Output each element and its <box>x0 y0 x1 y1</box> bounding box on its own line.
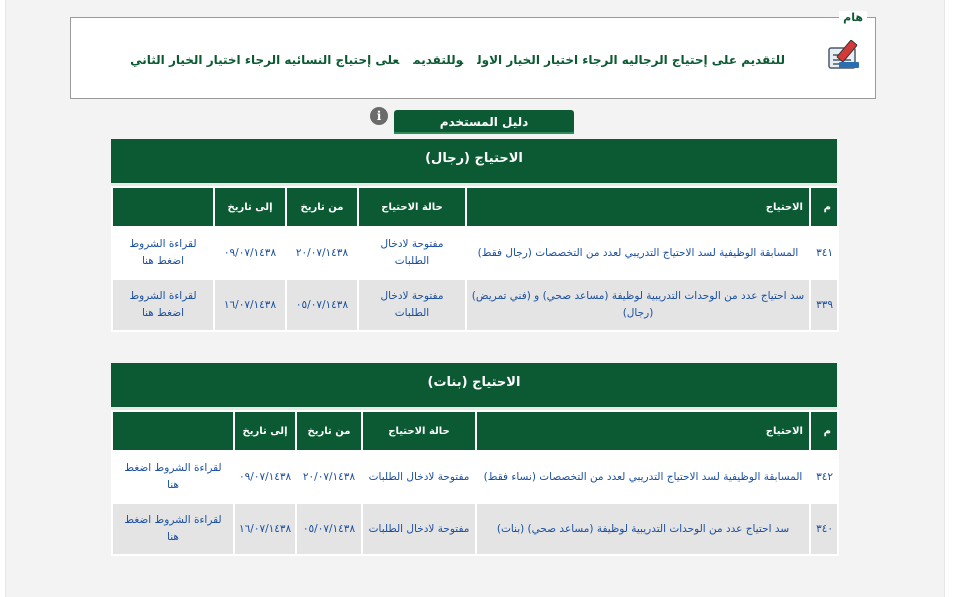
women-needs-table <box>111 410 839 556</box>
column-header-terms <box>112 187 214 227</box>
men-needs-table <box>111 186 839 332</box>
table-row <box>112 279 838 331</box>
notice-text <box>116 53 785 67</box>
table-row <box>112 227 838 279</box>
terms-link[interactable]: لقراءة الشروط اضغط هنا <box>112 503 234 555</box>
to-date: ١٦/٠٧/١٤٣٨ <box>214 279 286 331</box>
column-header-num: م <box>810 411 838 451</box>
to-date: ١٦/٠٧/١٤٣٨ <box>234 503 296 555</box>
from-date: ٠٥/٠٧/١٤٣٨ <box>296 503 362 555</box>
need-status: مفتوحة لادخال الطلبات <box>358 227 466 279</box>
notice-label: هام <box>839 11 867 24</box>
from-date: ٠٥/٠٧/١٤٣٨ <box>286 279 358 331</box>
important-notice <box>70 11 876 99</box>
from-date: ٢٠/٠٧/١٤٣٨ <box>286 227 358 279</box>
need-title-link[interactable]: سد احتياج عدد من الوحدات التدريبية لوظيفة (مساعد صحي) (بنات) <box>476 503 810 555</box>
terms-link[interactable]: لقراءة الشروط اضغط هنا <box>112 227 214 279</box>
column-header-need: الاحتياج <box>476 411 810 451</box>
terms-link[interactable]: لقراءة الشروط اضغط هنا <box>112 279 214 331</box>
notice-text-part: للتقديم على إحتياج الرجاليه الرجاء اختيار الخيار الاول <box>477 53 785 67</box>
notice-text-part: على إحتياج النسائيه الرجاء اختيار الخيار الثاني <box>130 53 400 67</box>
row-number: ٣٤٢ <box>810 451 838 503</box>
notice-text-part: وللتقديم <box>413 53 464 67</box>
column-header-terms <box>112 411 234 451</box>
to-date: ٠٩/٠٧/١٤٣٨ <box>214 227 286 279</box>
row-number: ٣٣٩ <box>810 279 838 331</box>
men-section-title: الاحتياج (رجال) <box>111 139 837 186</box>
edit-document-icon <box>825 38 863 72</box>
info-icon[interactable]: i <box>370 107 388 125</box>
need-title-link[interactable]: المسابقة الوظيفية لسد الاحتياج التدريبي لعدد من التخصصات (نساء فقط) <box>476 451 810 503</box>
from-date: ٢٠/٠٧/١٤٣٨ <box>296 451 362 503</box>
need-status: مفتوحة لادخال الطلبات <box>358 279 466 331</box>
table-row <box>112 503 838 555</box>
column-header-status: حالة الاحتياج <box>358 187 466 227</box>
column-header-num: م <box>810 187 838 227</box>
column-header-from: من تاريخ <box>296 411 362 451</box>
row-number: ٣٤١ <box>810 227 838 279</box>
column-header-to: إلى تاريخ <box>214 187 286 227</box>
terms-link[interactable]: لقراءة الشروط اضغط هنا <box>112 451 234 503</box>
women-section-title: الاحتياج (بنات) <box>111 363 837 410</box>
column-header-status: حالة الاحتياج <box>362 411 476 451</box>
need-status: مفتوحة لادخال الطلبات <box>362 503 476 555</box>
column-header-need: الاحتياج <box>466 187 810 227</box>
column-header-to: إلى تاريخ <box>234 411 296 451</box>
row-number: ٣٤٠ <box>810 503 838 555</box>
table-row <box>112 451 838 503</box>
need-title-link[interactable]: سد احتياج عدد من الوحدات التدريبية لوظيفة (مساعد صحي) و (فني تمريض) (رجال) <box>466 279 810 331</box>
to-date: ٠٩/٠٧/١٤٣٨ <box>234 451 296 503</box>
column-header-from: من تاريخ <box>286 187 358 227</box>
user-guide-button[interactable]: دليل المستخدم <box>394 110 574 134</box>
need-title-link[interactable]: المسابقة الوظيفية لسد الاحتياج التدريبي لعدد من التخصصات (رجال فقط) <box>466 227 810 279</box>
need-status: مفتوحة لادخال الطلبات <box>362 451 476 503</box>
